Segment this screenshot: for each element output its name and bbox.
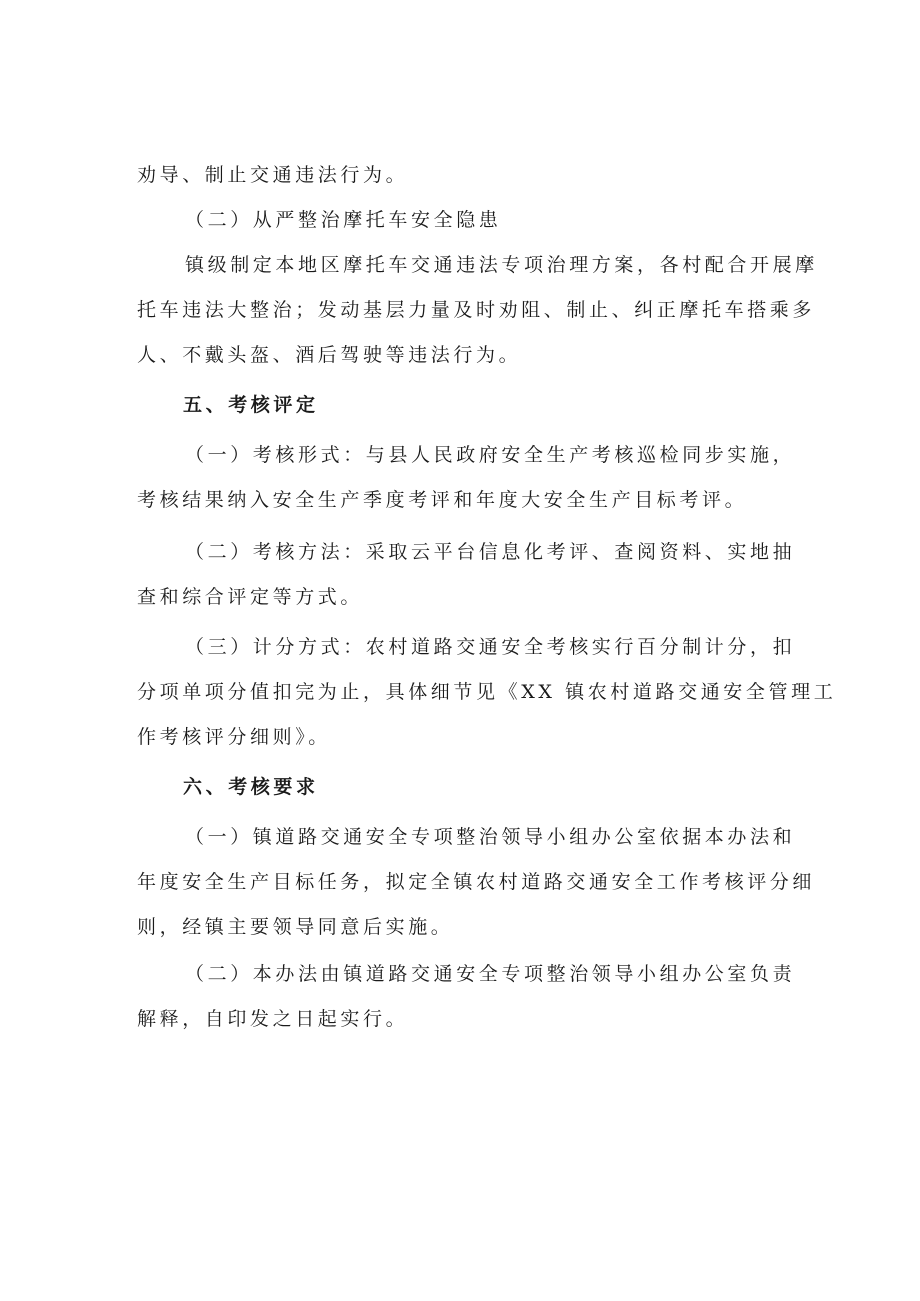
paragraph-assessment-form (137, 433, 796, 523)
paragraph-continuation (137, 153, 785, 198)
heading-text: 五、考核评定 (183, 394, 319, 416)
text-line: （二）从严整治摩托车安全隐患 (185, 209, 502, 231)
section-heading-assessment (183, 383, 831, 428)
paragraph-motorcycle-rectification (137, 243, 818, 378)
text-line: 解释，自印发之日起实行。 (137, 1008, 409, 1030)
text-line: 则，经镇主要领导同意后实施。 (137, 916, 454, 938)
text-line: 镇级制定本地区摩托车交通违法专项治理方案，各村配合开展摩 (185, 254, 818, 276)
text-line: （三）计分方式：农村道路交通安全考核实行百分制计分，扣 (185, 636, 796, 658)
paragraph-requirement-two (137, 952, 796, 1042)
text-line: 托车违法大整治；发动基层力量及时劝阻、制止、纠正摩托车搭乘多 (137, 299, 816, 321)
paragraph-requirement-one (137, 815, 816, 950)
text-line: 分项单项分值扣完为止，具体细节见《XX 镇农村道路交通安全管理工 (137, 681, 837, 703)
text-line: 人、不戴头盔、酒后驾驶等违法行为。 (137, 344, 522, 366)
text-line: （一）镇道路交通安全专项整治领导小组办公室依据本办法和 (185, 826, 796, 848)
text-line: （二）考核方法：采取云平台信息化考评、查阅资料、实地抽 (185, 541, 796, 563)
paragraph-scoring-method (137, 625, 837, 760)
text-line: （二）本办法由镇道路交通安全专项整治领导小组办公室负责 (185, 963, 796, 985)
subheading-motorcycle (137, 198, 785, 243)
text-line: 考核结果纳入安全生产季度考评和年度大安全生产目标考评。 (137, 489, 748, 511)
heading-text: 六、考核要求 (183, 776, 319, 798)
text-line: （一）考核形式：与县人民政府安全生产考核巡检同步实施， (185, 444, 796, 466)
section-heading-requirements (183, 765, 831, 810)
paragraph-assessment-method (137, 530, 796, 620)
text-line: 年度安全生产目标任务，拟定全镇农村道路交通安全工作考核评分细 (137, 871, 816, 893)
text-line: 查和综合评定等方式。 (137, 586, 364, 608)
text-line: 作考核评分细则》。 (137, 726, 331, 748)
text-line: 劝导、制止交通违法行为。 (137, 164, 409, 186)
